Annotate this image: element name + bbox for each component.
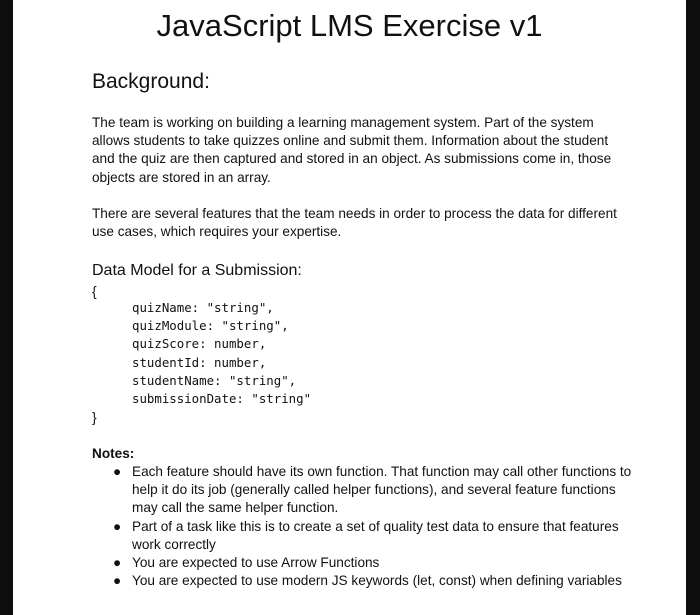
code-line: studentName: "string",: [132, 372, 297, 388]
list-item: [92, 554, 632, 572]
code-line: quizScore: number,: [132, 336, 267, 352]
note-text: You are expected to use modern JS keywords (let, const) when defining variables: [132, 573, 622, 589]
background-paragraph: The team is working on building a learning management system. Part of the system allows students to take quizzes online and submit them. Information about the student and the quiz are then captured and stored in an object. As submissions come in, those objects are stored in an array.: [92, 115, 612, 185]
code-line: studentId: number,: [132, 354, 267, 370]
bullet-icon: ●: [113, 518, 122, 534]
bullet-icon: ●: [113, 555, 122, 571]
note-text: Part of a task like this is to create a set of quality test data to ensure that features work correctly: [132, 518, 619, 552]
note-text: Each feature should have its own function. That function may call other functions to help it do its job (generally called helper functions), and several feature functions may call the same helper function.: [132, 464, 632, 516]
code-line: quizModule: "string",: [132, 318, 289, 334]
bullet-icon: ●: [113, 464, 122, 479]
list-item: [92, 518, 632, 554]
list-item: [92, 572, 632, 590]
data-model-heading: Data Model for a Submission:: [92, 262, 302, 279]
notes-heading: Notes:: [92, 446, 135, 461]
note-text: You are expected to use Arrow Functions: [132, 555, 380, 571]
code-close-brace: }: [92, 409, 97, 425]
bullet-icon: ●: [113, 573, 122, 589]
background-heading: Background:: [92, 70, 210, 93]
code-line: quizName: "string",: [132, 300, 274, 315]
data-model-code: [132, 299, 311, 408]
code-open-brace: {: [92, 283, 97, 299]
background-paragraph: There are several features that the team needs in order to process the data for different use cases, which requires your expertise.: [92, 206, 617, 240]
code-line: submissionDate: "string": [132, 391, 312, 407]
notes-list: [92, 463, 632, 590]
document-title: JavaScript LMS Exercise v1: [156, 8, 543, 43]
list-item: [92, 463, 632, 518]
document-page: [13, 0, 686, 615]
